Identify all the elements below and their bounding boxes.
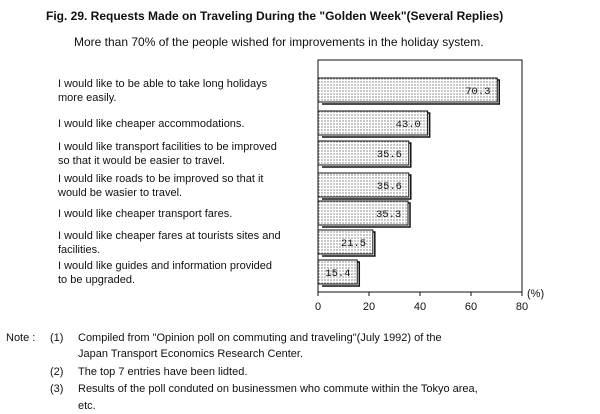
chart-title: Fig. 29. Requests Made on Traveling During the "Golden Week"(Several Replies) xyxy=(46,9,504,23)
bar-value-label: 35.6 xyxy=(376,149,402,161)
bar-value-label: 15.4 xyxy=(325,268,351,280)
bar-value-label: 35.3 xyxy=(376,209,402,221)
category-label: more easily. xyxy=(58,92,117,104)
note-number: (2) xyxy=(50,366,64,378)
category-label: I would like transport facilities to be improved xyxy=(58,141,277,153)
bar-value-label: 21.5 xyxy=(340,238,367,250)
category-label: I would like cheaper transport fares. xyxy=(58,208,233,220)
notes-prefix: Note : xyxy=(6,332,36,344)
note-number: (3) xyxy=(50,383,64,395)
bar-value-label: 43.0 xyxy=(395,119,421,131)
category-label: facilities. xyxy=(58,244,101,256)
category-label: I would like to be able to take long holidays xyxy=(58,78,268,90)
note-text: Japan Transport Economics Research Center. xyxy=(78,348,304,360)
x-tick-label: 60 xyxy=(464,301,478,313)
x-unit-label: (%) xyxy=(527,288,545,300)
x-tick-label: 0 xyxy=(314,301,322,313)
category-label: I would like roads to be improved so that it xyxy=(58,173,264,185)
chart-subtitle: More than 70% of the people wished for improvements in the holiday system. xyxy=(74,35,484,49)
x-tick-label: 80 xyxy=(515,301,529,313)
category-label: I would like cheaper fares at tourists sites and xyxy=(58,230,281,242)
bar-value-label: 35.6 xyxy=(376,181,402,193)
category-label: I would like guides and information provided xyxy=(58,260,273,272)
category-label: so that it would be easier to travel. xyxy=(58,155,225,167)
category-label: I would like cheaper accommodations. xyxy=(58,118,245,130)
note-number: (1) xyxy=(50,332,64,344)
category-label: would be wasier to travel. xyxy=(58,187,183,199)
bar-value-label: 70.3 xyxy=(465,86,491,98)
note-text: The top 7 entries have been lidted. xyxy=(78,366,248,378)
x-tick-label: 40 xyxy=(413,301,427,313)
note-text: Results of the poll conduted on businessmen who commute within the Tokyo area, xyxy=(78,383,478,395)
note-text: Compiled from "Opinion poll on commuting and traveling"(July 1992) of the xyxy=(78,332,442,344)
x-tick-label: 20 xyxy=(362,301,376,313)
note-text: etc. xyxy=(78,400,96,412)
category-label: to be upgraded. xyxy=(58,274,136,286)
